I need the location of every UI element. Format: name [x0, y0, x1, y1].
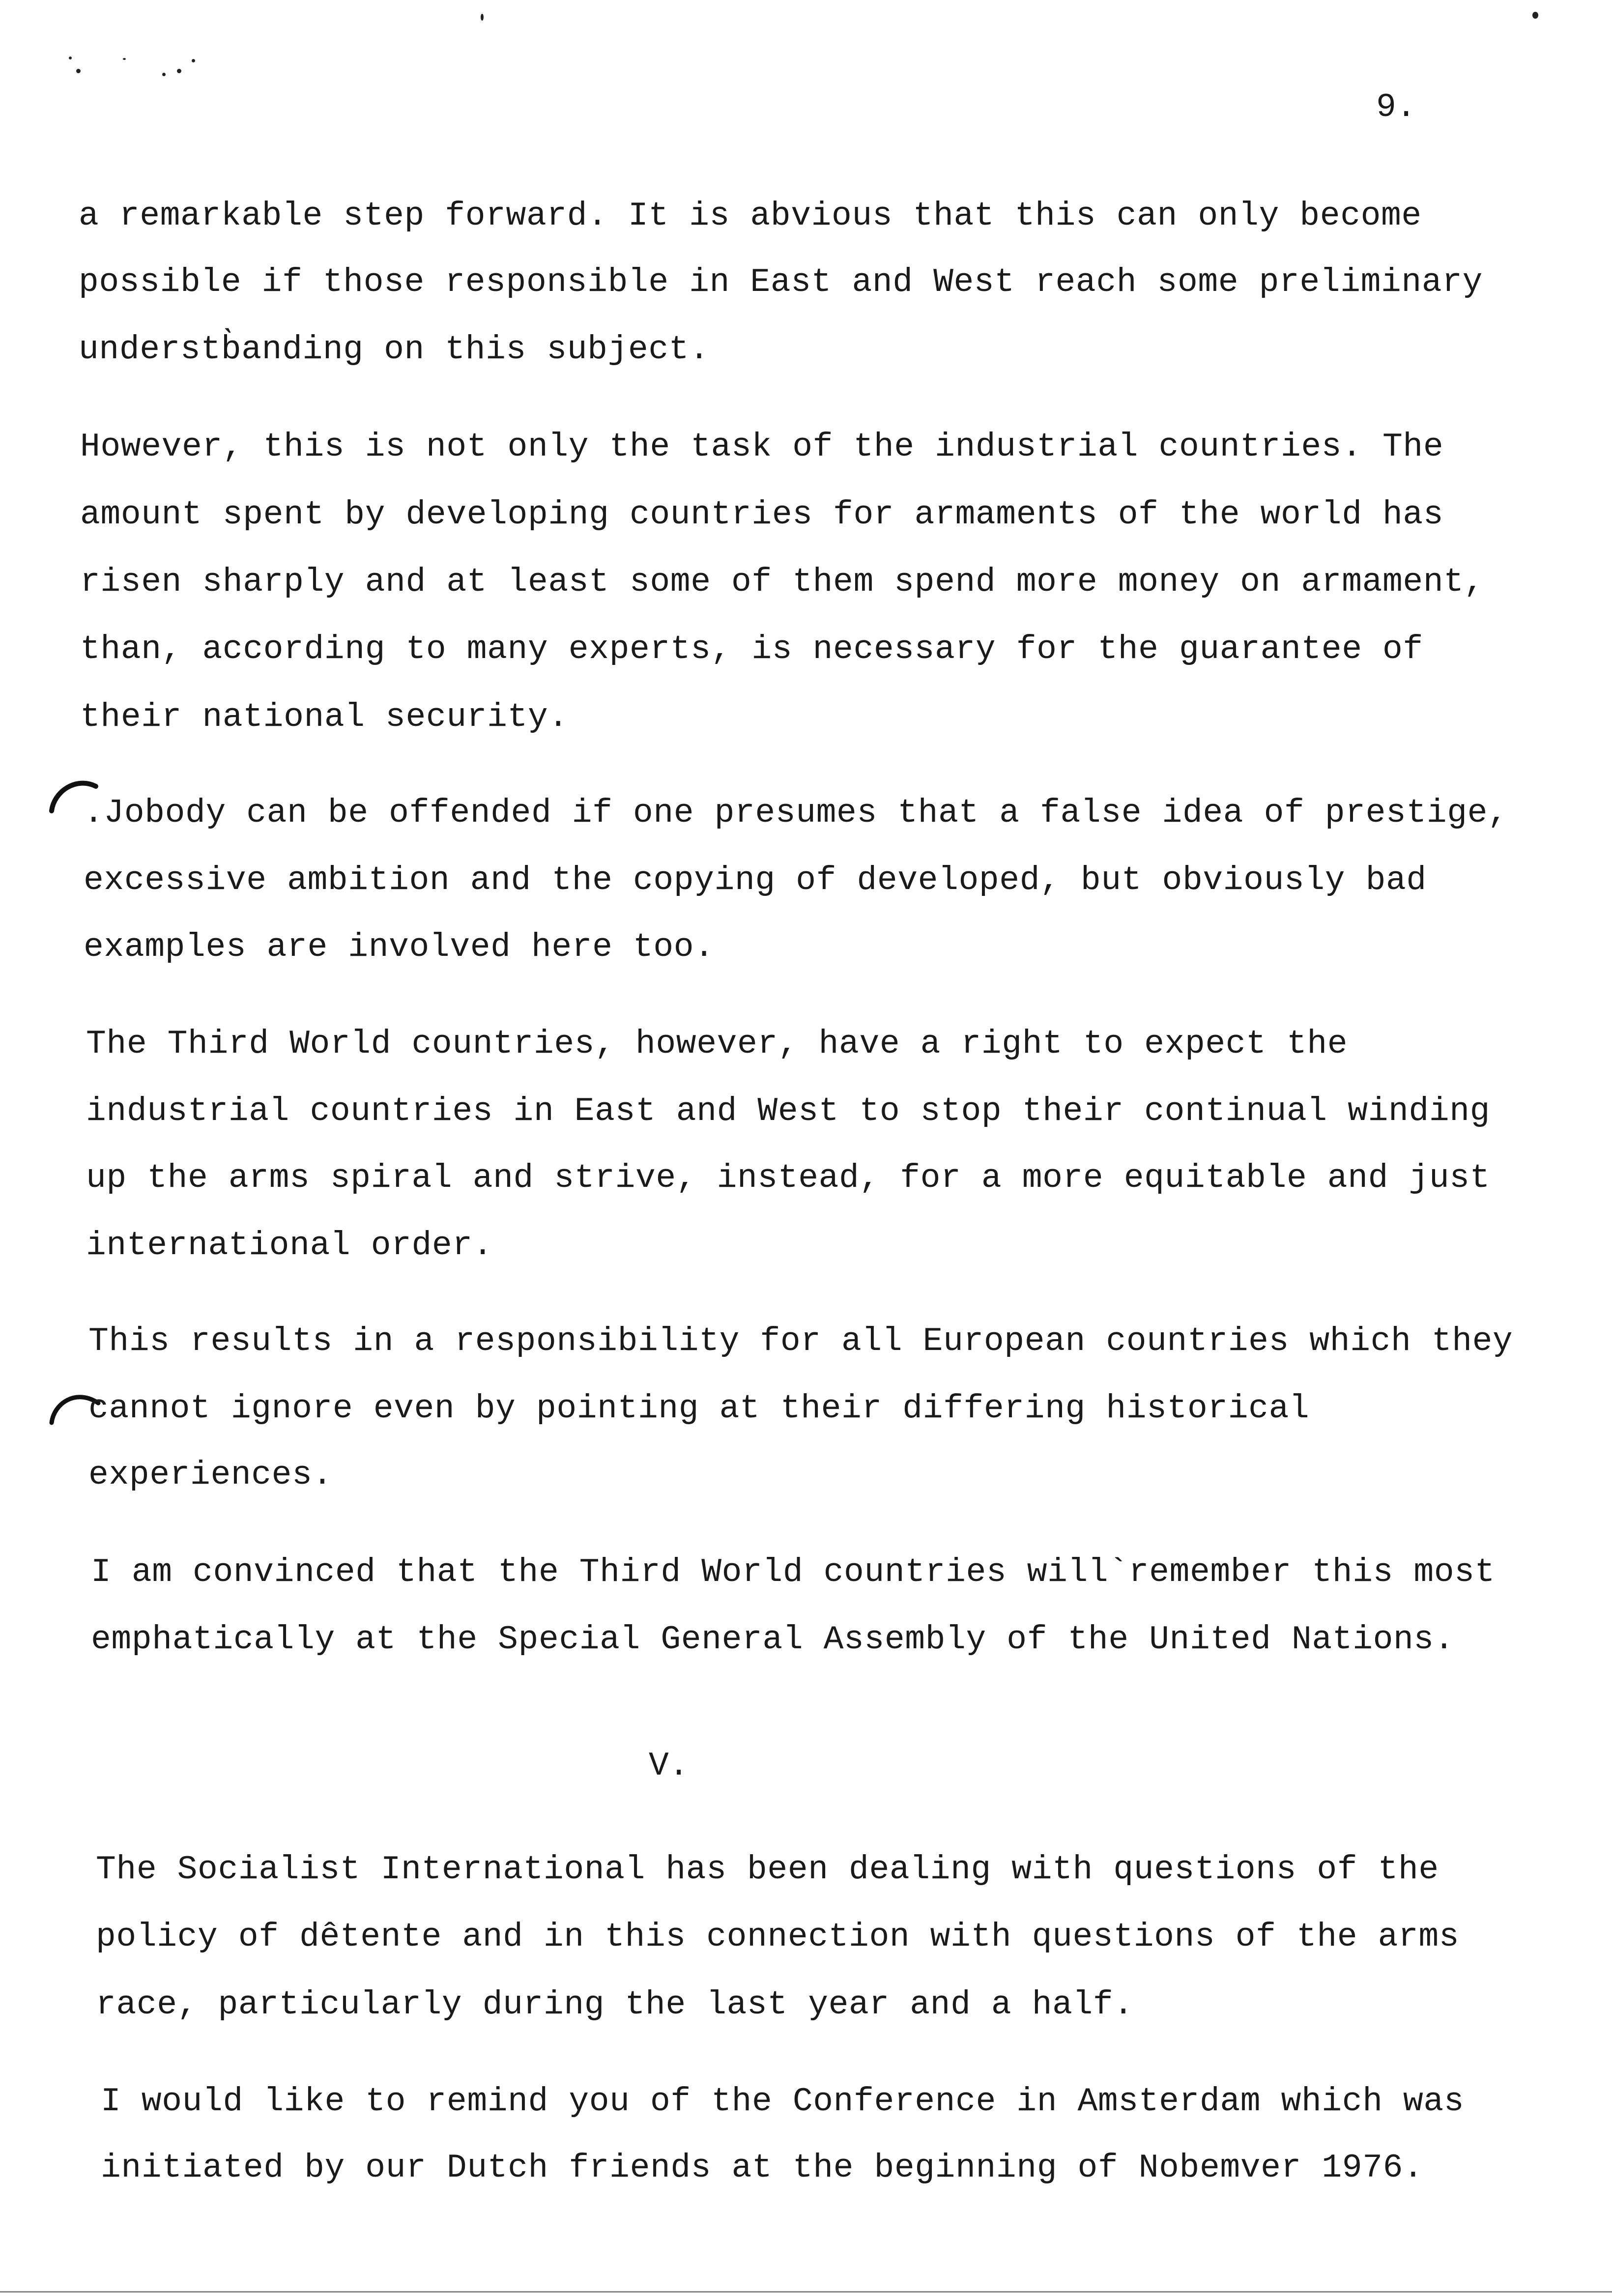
text-line: The Socialist International has been dealing with questions of the	[96, 1851, 1439, 1889]
scan-speck	[162, 73, 166, 76]
scan-speck	[123, 58, 126, 60]
text-line: emphatically at the Special General Assembly of the United Nations.	[91, 1621, 1455, 1659]
text-line: amount spent by developing countries for armaments of the world has	[80, 496, 1444, 534]
text-line: .Jobody can be offended if one presumes that a false idea of prestige,	[84, 794, 1508, 832]
scan-speck	[481, 14, 484, 21]
scan-speck	[76, 69, 81, 73]
text-line: policy of dêtente and in this connection with questions of the arms	[96, 1918, 1460, 1956]
page-edge-line	[0, 2291, 1612, 2293]
text-line: up the arms spiral and strive, instead, for a more equitable and just	[86, 1159, 1491, 1197]
text-line: This results in a responsibility for all European countries which they	[88, 1322, 1513, 1360]
text-line: I would like to remind you of the Conference in Amsterdam which was	[101, 2083, 1465, 2121]
text-line: experiences.	[88, 1456, 333, 1494]
text-line: race, particularly during the last year and a half.	[96, 1986, 1134, 2024]
text-line: The Third World countries, however, have a right to expect the	[86, 1025, 1348, 1063]
text-line: industrial countries in East and West to stop their continual winding	[86, 1092, 1491, 1130]
text-line: initiated by our Dutch friends at the beginning of Nobemver 1976.	[101, 2149, 1424, 2187]
scan-speck	[192, 59, 195, 62]
text-line: cannot ignore even by pointing at their differing historical	[88, 1390, 1310, 1428]
text-line: international order.	[86, 1227, 493, 1264]
text-line: than, according to many experts, is necessary for the guarantee of	[80, 631, 1423, 668]
text-line: However, this is not only the task of the industrial countries. The	[80, 428, 1444, 466]
scan-speck	[177, 69, 181, 73]
text-line: excessive ambition and the copying of developed, but obviously bad	[84, 861, 1427, 899]
text-line: examples are involved here too.	[84, 928, 715, 966]
text-line: possible if those responsible in East and West reach some preliminary	[79, 263, 1483, 301]
scan-speck	[1532, 12, 1538, 19]
section-heading: V.	[649, 1747, 689, 1785]
scan-speck	[69, 57, 72, 59]
text-line: their national security.	[80, 698, 569, 736]
text-line: understb̀anding on this subject.	[79, 331, 710, 369]
page-number: 9.	[1376, 88, 1416, 126]
text-line: I am convinced that the Third World countries will`remember this most	[91, 1553, 1496, 1591]
text-line: risen sharply and at least some of them spend more money on armament,	[80, 563, 1485, 601]
text-line: a remarkable step forward. It is abvious that this can only become	[79, 197, 1422, 235]
